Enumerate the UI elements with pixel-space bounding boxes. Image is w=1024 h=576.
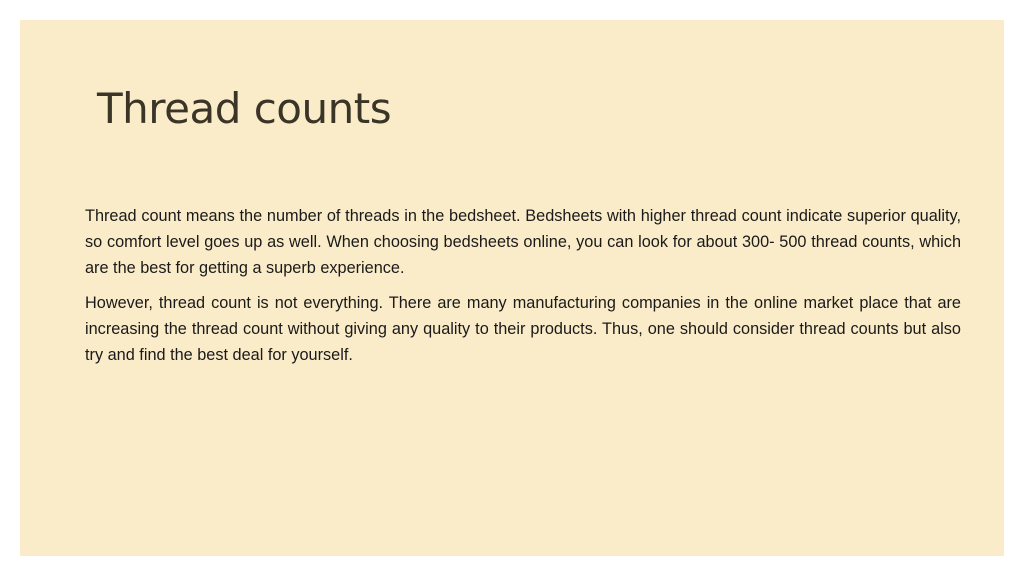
body-paragraph-1: Thread count means the number of threads in the bedsheet. Bedsheets with higher thread count indicate superior quality, so comfort level goes up as well. When choosing bedsheets online, you can look for about 300- 500 thread counts, which are the best for getting a superb experience. xyxy=(85,207,961,277)
body-paragraph-2: However, thread count is not everything. There are many manufacturing companies in the online market place that are increasing the thread count without giving any quality to their products. Thus, one should consider thread counts but also try and find the best deal for yourself. xyxy=(85,294,961,364)
slide-canvas xyxy=(20,20,1004,556)
slide-body xyxy=(85,203,961,377)
slide-title: Thread counts xyxy=(97,84,392,133)
